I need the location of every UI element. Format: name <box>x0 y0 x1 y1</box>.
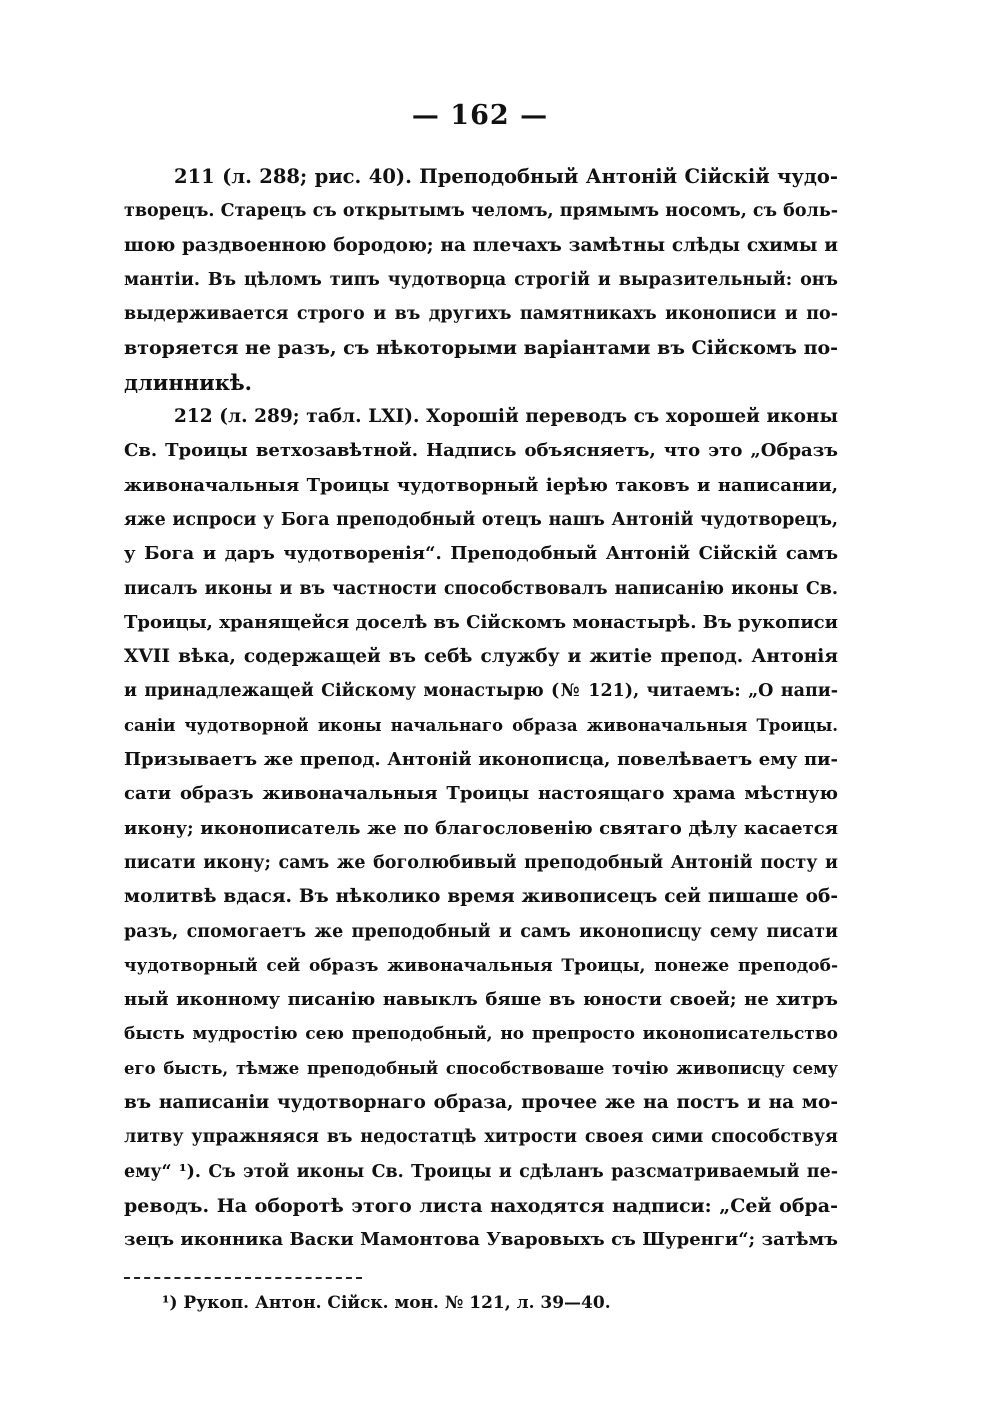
text-line: бысть мудростію сею преподобный, но препросто иконописательство <box>124 1024 838 1045</box>
text-line: 212 (л. 289; табл. LXI). Хорошій переводъ съ хорошей иконы <box>174 406 838 428</box>
text-line: зецъ иконника Васки Мамонтова Уваровыхъ съ Шуренги“; затѣмъ <box>124 1229 838 1251</box>
text-line: въ написаніи чудотворнаго образа, прочее же на постъ и на мо- <box>124 1092 838 1114</box>
text-line: Призываетъ же препод. Антоній иконописца, повелѣваетъ ему пи- <box>124 749 838 771</box>
text-line: XVII вѣка, содержащей въ себѣ службу и житіе препод. Антонія <box>124 646 838 668</box>
text-line: и принадлежащей Сійскому монастырю (№ 121), читаемъ: „О напи- <box>124 681 838 702</box>
text-line: вторяется не разъ, съ нѣкоторыми варіантами въ Сійскомъ по- <box>124 337 838 360</box>
text-line: молитвѣ вдася. Въ нѣколико время живописецъ сей пишаше об- <box>124 886 838 908</box>
text-line: писати икону; самъ же боголюбивый преподобный Антоній посту и <box>124 852 838 873</box>
text-line: саніи чудотворной иконы начальнаго образа живоначальныя Троицы. <box>124 715 838 735</box>
text-line: у Бога и даръ чудотворенія“. Преподобный Антоній Сійскій самъ <box>124 543 838 565</box>
text-line: яже испроси у Бога преподобный отецъ нашъ Антоній чудотворецъ, <box>124 509 838 530</box>
text-line: живоначальныя Троицы чудотворный іерѣю таковъ и написании, <box>124 474 838 496</box>
page-number: — 162 — <box>411 100 549 131</box>
text-line: его бысть, тѣмже преподобный способствоваше точію живописцу сему <box>124 1058 838 1078</box>
text-line: творецъ. Старецъ съ открытымъ челомъ, прямымъ носомъ, съ боль- <box>124 201 838 222</box>
text-line: литву упражняяся въ недостатцѣ хитрости своея сими способствуя <box>124 1127 838 1148</box>
paragraph-212 <box>124 400 838 1257</box>
paragraph-211 <box>124 160 838 400</box>
text-line: ему“ ¹). Съ этой иконы Св. Троицы и сдѣланъ разсматриваемый пе- <box>124 1161 838 1182</box>
footnote-divider <box>124 1277 362 1279</box>
text-line: Троицы, хранящейся доселѣ въ Сійскомъ монастырѣ. Въ рукописи <box>124 611 838 633</box>
text-line: шою раздвоенною бородою; на плечахъ замѣтны слѣды схимы и <box>124 234 838 256</box>
text-line: ный иконному писанію навыклъ бяше въ юности своей; не хитръ <box>124 989 838 1011</box>
text-line: мантіи. Въ цѣломъ типъ чудотворца строгій и выразительный: онъ <box>124 269 838 290</box>
text-line: разъ, спомогаетъ же преподобный и самъ иконописцу сему писати <box>124 921 838 942</box>
text-line: икону; иконописатель же по благословенію святаго дѣлу касается <box>124 817 838 839</box>
text-line: выдерживается строго и въ другихъ памятникахъ иконописи и по- <box>124 304 838 325</box>
text-line: длинникѣ. <box>124 369 252 395</box>
text-line: сати образъ живоначальныя Троицы настоящаго храма мѣстную <box>124 783 838 805</box>
footnote: ¹) Рукоп. Антон. Сійск. мон. № 121, л. 39—40. <box>162 1293 611 1313</box>
text-line: Св. Троицы ветхозавѣтной. Надпись объясняетъ, что это „Образъ <box>124 440 838 462</box>
text-line: 211 (л. 288; рис. 40). Преподобный Антоній Сійскій чудо- <box>174 165 838 188</box>
body-text <box>124 160 838 1258</box>
text-line: писалъ иконы и въ частности способствовалъ написанію иконы Св. <box>124 578 838 599</box>
text-line: чудотворный сей образъ живоначальныя Троицы, понеже преподоб- <box>124 955 838 976</box>
text-line: реводъ. На оборотѣ этого листа находятся надписи: „Сей обра- <box>124 1194 838 1217</box>
